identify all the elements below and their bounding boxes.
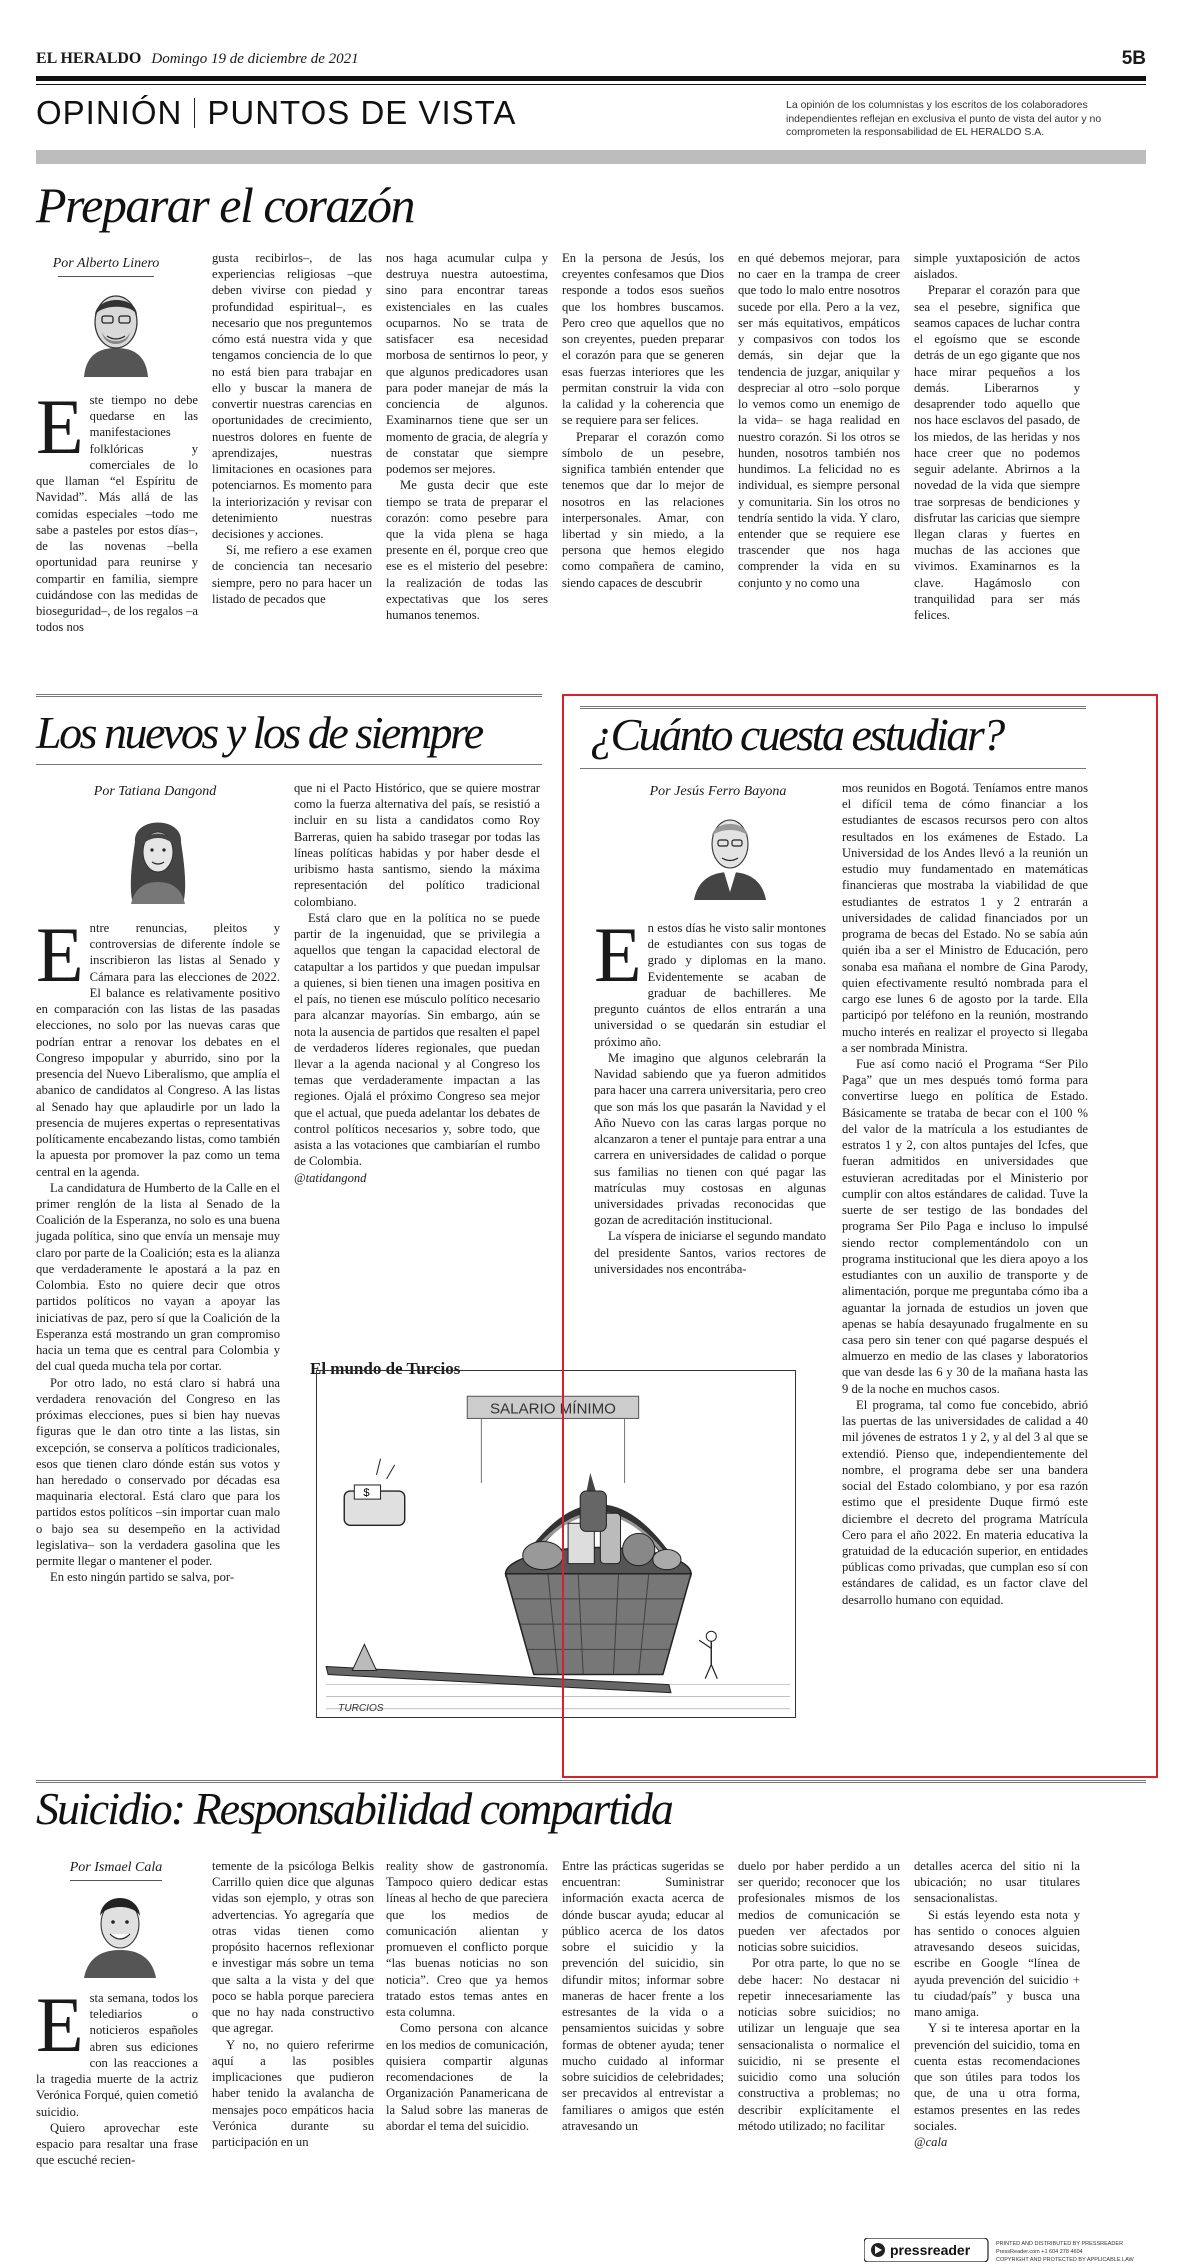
- svg-text:PressReader.com +1 604 278 46: PressReader.com +1 604 278 4604: [996, 2249, 1083, 2255]
- article-title: Los nuevos y los de siempre: [36, 707, 482, 758]
- section-divider: [194, 98, 195, 128]
- pressreader-footer[interactable]: [864, 2238, 1152, 2262]
- editorial-disclaimer: La opinión de los columnistas y los escritos de los colaboradores independientes reflejan en exclusiva el punto de vista del autor y no comprometen la responsabilidad de EL HERALDO S.A.: [786, 99, 1102, 139]
- svg-text:COPYRIGHT AND PROTECTED BY APP: COPYRIGHT AND PROTECTED BY APPLICABLE LAW: [996, 2257, 1134, 2262]
- article-byline: Por Alberto Linero: [52, 256, 160, 271]
- section-separator: [36, 764, 542, 765]
- article-column: detalles acerca del sitio ni la ubicación; no usar titulares sensacionalistas. Si estás leyendo esta nota y has sentido o conoces alguien atravesando deseos suicidas, escribe en Google “línea de ayuda prevención del suicidio + tu ciudad/país” y busca una mano amiga. Y si te interesa aportar en la prevención del suicidio, toma en cuenta estas recomendaciones que son útiles para todos los que, de una u otra forma, estamos presentes en las redes sociales. @cala: [914, 1859, 1080, 2149]
- svg-text:PRINTED AND DISTRIBUTED BY PRE: PRINTED AND DISTRIBUTED BY PRESSREADER: [996, 2241, 1124, 2247]
- article-byline: Por Jesús Ferro Bayona: [649, 784, 787, 799]
- section-separator: [580, 768, 1086, 769]
- article-column: que ni el Pacto Histórico, que se quiere mostrar como la fuerza alternativa del país, se resistió a incluir en su lista a candidatos como Roy Barreras, quien ha sabido trasegar por todas las líneas políticas habidas y por haber desde el uribismo hasta santismo, siendo la máxima representación del político tradicional colombiano. Está claro que en la política no se puede partir de la ingenuidad, que se privilegia a aquellos que tengan la capacidad electoral de catapultar a los partidos y que puedan impulsar a quienes, si bien tienen una imagen positiva en el país, no tienen ese músculo político necesario para alcanzar mayorías. Sin embargo, aún se nota la ausencia de partidos que resalten el papel de verdaderos líderes regionales, que puedan llevar a la agenda nacional y al Congreso los temas que verdaderamente impactan a las regiones. Ojalá el próximo Congreso sea mejor que el actual, que pueda adelantar los debates de control políticos necesarios y, sobre todo, que asista a las votaciones que cambiarían el rumbo de Colombia. @tatidangond: [294, 781, 540, 1185]
- newspaper-name: EL HERALDO: [36, 50, 142, 67]
- article-title: ¿Cuánto cuesta estudiar?: [590, 709, 1003, 760]
- byline-rule: [70, 1880, 162, 1881]
- article-column: En la persona de Jesús, los creyentes confesamos que Dios responde a todos esos sueños que los hombres buscamos. Pero creo que aquellos que no son creyentes, pueden preparar el corazón para que se generen esas fuerzas interiores que les permitan construir la vida con la calidad y la coherencia que se requiere para ser felices. Preparar el corazón como símbolo de un pesebre, significa también entender que tenemos que dar lo mejor de nosotros en las relaciones interpersonales. Amar, con libertad y sin miedo, a la persona que hemos elegido como compañera de camino, siendo capaces de descubrir: [562, 251, 724, 590]
- drop-cap: E: [36, 911, 84, 998]
- author-portrait: [125, 812, 191, 904]
- article-column: En estos días he visto salir montones de estudiantes con sus togas de grado y diplomas en la mano. Evidentemente se acaban de graduar de bachilleres. Me pregunto cuántos de ellos entrarán a una universidad o se quedarán sin estudiar el próximo año. Me imagino que algunos celebrarán la Navidad sabiendo que ya fueron admitidos para hacer una carrera universitaria, pero creo que son más los que pasarán la Navidad y el Año Nuevo con las caras largas porque no alcanzaron a tener el puntaje para entrar a una carrera en universidades de calidad o porque sus familias no tienen con qué pagar las matrículas muy costosas en algunas universidades privadas reconocidas que gozan de acreditación institucional. La víspera de iniciarse el segundo mandato del presidente Santos, varios rectores de universidades nos encontrába-: [594, 911, 826, 1276]
- section-header: [36, 94, 516, 132]
- page-number: 5B: [1121, 48, 1146, 69]
- article-column: reality show de gastronomía. Tampoco quiero dedicar estas líneas al hecho de que pareciera que los medios de comunicación alientan y promueven el conflicto porque “las buenas noticias no son noticia”. Creo que ya hemos tratado estos temas antes en esta columna. Como persona con alcance en los medios de comunicación, quisiera compartir algunas recomendaciones de la Organización Panamericana de la Salud sobre las maneras de abordar el tema del suicidio.: [386, 1859, 548, 2133]
- article-column: gusta recibirlos–, de las experiencias religiosas –que deben vivirse con piedad y profundidad espiritual–, es necesario que nos preguntemos cómo está nuestra vida y que tengamos conciencia de lo que no está bien para trabajar en ello y buscar la manera de convertir nuestras carencias en oportunidades de crecimiento, nuestros dolores en fuente de aprendizajes, nuestras limitaciones en ocasiones para potenciarnos. Es momento para la interiorización y revisar con detenimiento nuestras decisiones y acciones. Sí, me refiero a ese examen de conciencia tan necesario siempre, pero no para hacer un listado de pecados que: [212, 251, 372, 606]
- article-byline: Por Ismael Cala: [69, 1860, 163, 1875]
- article-column: nos haga acumular culpa y destruya nuestra autoestima, sino para encontrar tareas existenciales en las cuales ocuparnos. No se trata de satisfacer esa necesidad morbosa de sentirnos lo peor, y que algunos predicadores usan para poder manejar de más la conciencia de algunos. Examinarnos tiene que ser un momento de gracia, de alegría y de constatar que siempre podemos ser mejores. Me gusta decir que este tiempo se trata de preparar el corazón: como pesebre para que la vida plena se haga presente en él, porque creo que ese es el misterio del pesebre: la realización de todas las expectativas que los seres humanos tenemos.: [386, 251, 548, 623]
- article-byline: Por Tatiana Dangond: [93, 784, 217, 799]
- section-subname: PUNTOS DE VISTA: [207, 94, 517, 131]
- article-column: Entre las prácticas sugeridas se encuentran: Suministrar información exacta acerca de dónde buscar ayuda; educar al público acerca de los datos sobre el suicidio y la prevención del suicidio, sin difundir mitos; informar sobre maneras de hacer frente a los estresantes de la vida o a pensamientos suicidas y sobre formas de obtener ayuda; tener mucho cuidado al informar sobre suicidios de celebridades; ser precavidos al entrevistar a familiares o amigos que estén atravesando un: [562, 1859, 724, 2133]
- author-handle[interactable]: @tatidangond: [294, 1170, 367, 1185]
- author-portrait: [76, 282, 156, 377]
- section-grey-bar: [36, 150, 1146, 164]
- article-title: Preparar el corazón: [36, 177, 414, 233]
- article-title: Suicidio: Responsabilidad compartida: [36, 1783, 672, 1834]
- money-roll-icon: [344, 1459, 405, 1526]
- byline-rule: [58, 276, 154, 277]
- drop-cap: E: [594, 911, 642, 998]
- article-column: Este tiempo no debe quedarse en las manifestaciones folklóricas y comerciales de lo que llaman “el Espíritu de Navidad”. Más allá de las comidas especiales –todo me sabe a pasteles por estos días–, de las novenas –bella oportunidad para reunirse y compartir en familia, siempre cuidándose con las medidas de bioseguridad–, de los regalos –a todos nos: [36, 383, 198, 635]
- article-column: mos reunidos en Bogotá. Teníamos entre manos el difícil tema de cómo financiar a los estudiantes de escasos recursos pero con altos resultados en los exámenes de Estado. La Universidad de los Andes llevó a la reunión un estudio muy fundamentado en matemáticas financieras que mostraba la viabilidad de que estudiantes de estratos 1 y 2 entrarán a universidades de calidad financiados por un programa de becas del Estado. No se sabía aún quién iba a ser el Ministro de Educación, pero sonaba esa mañana el nombre de Gina Parody, quien efectivamente resultó nombrada para el cargo ese lunes 6 de agosto por la tarde. Ella participó por teléfono en la reunión, mostrando mucho interés en realizar el proyecto si llegaba a ser nombrada Ministra. Fue así como nació el Programa “Ser Pilo Paga” que un mes después tomó forma para convertirse luego en política de Estado. Básicamente se trataba de becar con el 100 % del valor de la matrícula a los estudiantes de estratos 1 y 2, con altos puntajes del Icfes, que fueran admitidos en universidades que estuvieran acreditadas por el Ministerio por cumplir con altos estándares de calidad. Tuve la suerte de ser testigo de las bondades del programa Ser Pilo Paga e incluso lo impulsé siendo rector complementándolo con un programa institucional que les diera apoyo a los estudiantes con un auxilio de transporte y de alimentación, porque me preguntaba cómo iba a aguantar la jornada de estudios un joven que apenas se había desayunado frugalmente en su casa pero sin tener con qué pagarse después el almuerzo en medio de las clases y laboratorios que van desde las 6 y 30 de la mañana hasta las 9 de la noche en muchos casos. El programa, tal como fue concebido, abrió las puertas de las universidades de calidad a 40 mil jóvenes de estratos 1 y 2, y al del 3 al que se extendió. Pienso que, independientemente del nombre, el programa debe ser una bandera social del Estado colombiano, y por esa razón estimo que el presidente Duque firmó este diciembre el decreto del programa Matrícula Cero para el año 2022. En materia educativa la gratuidad de la educación superior, en entidades públicas como privadas, que cumplan eso sí con estándares de calidad, es un factor clave del desarrollo humano con equidad.: [842, 781, 1088, 1607]
- author-portrait: [690, 808, 770, 900]
- section-name: OPINIÓN: [36, 94, 183, 131]
- drop-cap: E: [36, 1981, 84, 2068]
- article-column: duelo por haber perdido a un ser querido; reconocer que los profesionales mismos de los medios de comunicación se pueden ver afectados por noticias sobre suicidios. Por otra parte, lo que no se debe hacer: No destacar ni repetir innecesariamente las noticias sobre suicidios; no utilizar un lenguaje que sea sensacionalista o normalice el suicidio, ni se presente el suicidio como una solución constructiva a problemas; no describir explícitamente el método utilizado; no facilitar: [738, 1859, 900, 2133]
- masthead-rule: [36, 76, 1146, 81]
- drop-cap: E: [36, 383, 84, 470]
- masthead-rule-thin: [36, 84, 1146, 85]
- article-column: Esta semana, todos los telediarios o noticieros españoles abren sus ediciones con las reacciones a la tragedia muerte de la actriz Verónica Forqué, quien cometió suicidio. Quiero aprovechar este espacio para resaltar una frase que escuché recien-: [36, 1981, 198, 2168]
- article-column: simple yuxtaposición de actos aislados. Preparar el corazón para que sea el pesebre, significa que seamos capaces de luchar contra el egoísmo que se esconde detrás de un ego gigante que nos hace mirar pequeños a los demás. Liberarnos y desaprender todo aquello que nos hace esclavos del pasado, de los miedos, de las heridas y nos hace creer que no podemos seguir adelante. Abrirnos a la novedad de la vida que siempre trae sorpresas de bendiciones y disfrutar las caricias que siempre llegan claras y fuertes en muchas de las acciones que vivimos. Examinarnos es la clave. Hagámoslo con tranquilidad para ser más felices.: [914, 251, 1080, 623]
- cartoonist-signature: TURCIOS: [338, 1702, 384, 1714]
- cartoon-sign-text: SALARIO MÍNIMO: [489, 1400, 616, 1418]
- masthead: [36, 50, 1146, 72]
- issue-date: Domingo 19 de diciembre de 2021: [151, 51, 359, 67]
- article-column: Entre renuncias, pleitos y controversias de diferente índole se inscribieron las listas al Senado y Cámara para las elecciones de 2022. El balance es relativamente positivo en comparación con las listas de las pasadas elecciones, no solo por las nuevas caras que podrían entrar a renovar los debates en el Congreso impopular y aburrido, sino por la presencia del Nuevo Liberalismo, que amplía el abanico de candidatos al Congreso. A las listas al Senado hay que aplaudirle por un lado la presencia de mujeres expertas o representativas políticamente encabezando listas, como también la apuesta por promover la paz como un tema central en la agenda. La candidatura de Humberto de la Calle en el primer renglón de la lista al Senado de la Coalición de la Esperanza, no solo es una buena jugada política, sino que envía un mensaje muy claro por parte de la Coalición; esta es la alianza que verdaderamente le apostará a la paz en Colombia. Esto no quiere decir que otros partidos políticos no vayan a apoyar las iniciativas de paz, pero sí que la Coalición de la Esperanza está mostrando un gran compromiso hacia un tema que es central para Colombia y del cual queda mucha tela por cortar. Por otro lado, no está claro si habrá una verdadera renovación del Congreso en las próximas elecciones, pues si bien hay nuevas figuras que le dan otro tinte a las listas, sin excepción, se conserva a políticos tradicionales, esos que tienen claro dónde están sus votos y han heredado o conservado por décadas esa maquinaria electoral. Está claro que para los partidos estos políticos –sin importar cuan malo o bajo sea su desempeño en la actividad legislativa– son la verdadera gasolina que les permite llegar o mantener el poder. En esto ningún partido se salva, por-: [36, 911, 280, 1585]
- svg-text:$: $: [363, 1487, 370, 1500]
- author-handle[interactable]: @cala: [914, 2134, 948, 2149]
- author-portrait: [80, 1886, 160, 1978]
- article-column: temente de la psicóloga Belkis Carrillo quien dice que algunas vidas son ejemplo, y otras son advertencias. Yo agregaría que otras vidas tienen como propósito hacernos reflexionar e investigar más sobre un tema que salta a la vista y del que poco se habla porque pareciera que no hay nada constructivo que agregar. Y no, no quiero referirme aquí a las posibles implicaciones que pudieron haber tenido la avalancha de mensajes poco empáticos hacia Verónica durante su participación en un: [212, 1859, 374, 2149]
- article-column: en qué debemos mejorar, para no caer en la trampa de creer que todo lo malo entre nosotros sucede por ella. Pero a la vez, ser más equitativos, empáticos y compasivos con todos los demás, sin dejar que la tendencia de juzgar, aniquilar y despreciar al otro –solo porque lo vemos como un enemigo de la vida– se haga realidad en nuestro corazón. Si los otros se hunden, nosotros también nos hundimos. La felicidad no es individual, es siempre personal y comunitaria. Sin los otros no tendría sentido la vida. Y claro, entender que se requiere ese trascender que nos haga comprender la vida en su conjunto y no como una: [738, 251, 900, 590]
- cartoon-section-title: El mundo de Turcios: [310, 1359, 461, 1378]
- pressreader-brand: pressreader: [890, 2242, 971, 2258]
- section-separator: [36, 694, 542, 697]
